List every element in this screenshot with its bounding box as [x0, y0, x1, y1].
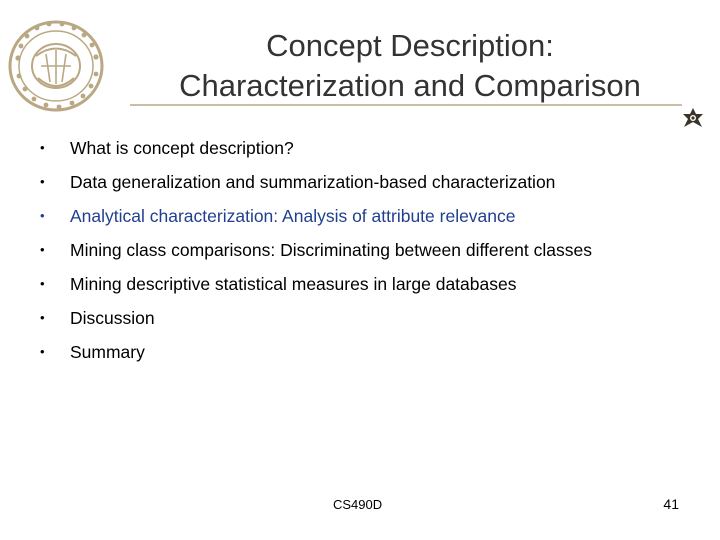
slide-title-line-1: Concept Description: — [266, 28, 554, 63]
bullet-text: Mining descriptive statistical measures in large databases — [70, 274, 517, 294]
bullet-text: Mining class comparisons: Discriminating between different classes — [70, 240, 592, 260]
bullet-text: Analytical characterization: Analysis of attribute relevance — [70, 206, 516, 226]
bullet-marker: • — [40, 140, 45, 155]
slide-title-line-2: Characterization and Comparison — [179, 68, 641, 103]
bullet-text: What is concept description? — [70, 138, 294, 158]
title-divider — [130, 104, 682, 106]
university-seal-icon — [6, 16, 110, 116]
footer-course-label: CS490D — [333, 497, 383, 512]
bullet-marker: • — [40, 276, 45, 291]
slide-number: 41 — [663, 496, 679, 512]
bullet-marker: • — [40, 174, 45, 189]
bullet-text: Summary — [70, 342, 145, 362]
bullet-marker: • — [40, 208, 45, 223]
crest-ornament-icon — [680, 106, 706, 132]
bullet-text: Discussion — [70, 308, 155, 328]
bullet-marker: • — [40, 310, 45, 325]
bullet-marker: • — [40, 242, 45, 257]
bullet-marker: • — [40, 344, 45, 359]
bullet-text: Data generalization and summarization-based characterization — [70, 172, 556, 192]
slide-title — [110, 26, 710, 106]
